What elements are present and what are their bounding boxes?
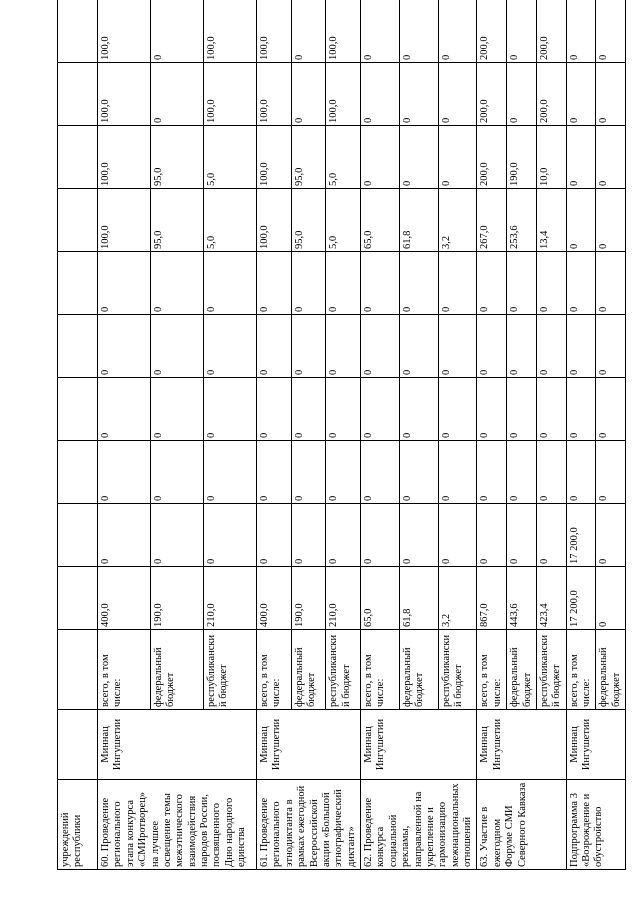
amount-cell: 0 — [477, 378, 507, 441]
amount-cell: 0 — [596, 567, 626, 630]
funding-source-cell: федеральный бюджет — [596, 630, 626, 710]
amount-cell: 0 — [257, 252, 292, 315]
amount-cell: 0 — [566, 0, 596, 63]
amount-cell: 0 — [361, 315, 400, 378]
amount-cell: 0 — [151, 441, 204, 504]
amount-cell: 0 — [477, 252, 507, 315]
amount-cell: 0 — [361, 0, 400, 63]
amount-cell: 0 — [399, 315, 438, 378]
amount-cell: 17 200,0 — [566, 567, 596, 630]
amount-cell: 100,0 — [326, 63, 361, 126]
empty-cell — [58, 315, 98, 378]
amount-cell: 100,0 — [98, 63, 151, 126]
amount-cell: 0 — [507, 378, 537, 441]
amount-cell: 0 — [477, 504, 507, 567]
empty-cell — [58, 378, 98, 441]
amount-cell: 0 — [98, 441, 151, 504]
amount-cell: 100,0 — [98, 126, 151, 189]
amount-cell: 0 — [566, 441, 596, 504]
funding-source-cell: всего, в том числе: — [98, 630, 151, 710]
amount-cell: 200,0 — [536, 63, 566, 126]
amount-cell: 0 — [257, 378, 292, 441]
amount-cell: 0 — [536, 378, 566, 441]
amount-cell: 0 — [507, 504, 537, 567]
amount-cell: 200,0 — [536, 0, 566, 63]
amount-cell: 0 — [536, 315, 566, 378]
amount-cell: 0 — [151, 504, 204, 567]
empty-cell — [58, 567, 98, 630]
amount-cell: 0 — [566, 252, 596, 315]
amount-cell: 0 — [399, 126, 438, 189]
table-row — [98, 0, 151, 870]
amount-cell: 400,0 — [257, 567, 292, 630]
amount-cell: 0 — [257, 315, 292, 378]
amount-cell: 95,0 — [291, 189, 326, 252]
amount-cell: 443,6 — [507, 567, 537, 630]
amount-cell: 5,0 — [204, 189, 257, 252]
amount-cell: 100,0 — [98, 189, 151, 252]
amount-cell: 0 — [98, 504, 151, 567]
amount-cell: 0 — [438, 315, 477, 378]
amount-cell: 0 — [326, 252, 361, 315]
amount-cell: 0 — [566, 378, 596, 441]
amount-cell: 0 — [399, 252, 438, 315]
funding-source-cell: федеральный бюджет — [399, 630, 438, 710]
amount-cell: 65,0 — [361, 567, 400, 630]
amount-cell: 253,6 — [507, 189, 537, 252]
amount-cell: 0 — [326, 504, 361, 567]
amount-cell: 0 — [257, 504, 292, 567]
amount-cell: 0 — [596, 252, 626, 315]
amount-cell: 190,0 — [507, 126, 537, 189]
executor-cell: Миннац Ингушетии — [477, 710, 566, 780]
table-row — [566, 0, 596, 870]
amount-cell: 0 — [291, 441, 326, 504]
executor-cell: Миннац Ингушетии — [257, 710, 361, 780]
amount-cell: 0 — [566, 126, 596, 189]
amount-cell: 0 — [291, 378, 326, 441]
amount-cell: 0 — [98, 252, 151, 315]
amount-cell: 0 — [151, 0, 204, 63]
amount-cell: 190,0 — [151, 567, 204, 630]
amount-cell: 0 — [326, 441, 361, 504]
amount-cell: 13,4 — [536, 189, 566, 252]
amount-cell: 200,0 — [477, 63, 507, 126]
amount-cell: 0 — [596, 441, 626, 504]
amount-cell: 0 — [399, 441, 438, 504]
amount-cell: 17 200,0 — [566, 504, 596, 567]
amount-cell: 210,0 — [326, 567, 361, 630]
amount-cell: 0 — [291, 315, 326, 378]
funding-source-cell: всего, в том числе: — [477, 630, 507, 710]
amount-cell: 0 — [326, 378, 361, 441]
funding-source-cell: всего, в том числе: — [566, 630, 596, 710]
amount-cell: 0 — [361, 378, 400, 441]
amount-cell: 0 — [151, 63, 204, 126]
empty-cell — [58, 630, 98, 710]
amount-cell: 100,0 — [257, 189, 292, 252]
funding-source-cell: федеральный бюджет — [151, 630, 204, 710]
amount-cell: 5,0 — [326, 189, 361, 252]
amount-cell: 0 — [507, 0, 537, 63]
event-name-cell: 62. Проведение конкурса социальной рекламы, направленной на укрепление и гармонизацию межнациональных отношений — [361, 780, 477, 870]
amount-cell: 0 — [596, 189, 626, 252]
amount-cell: 0 — [566, 189, 596, 252]
funding-source-cell: республиканский бюджет — [326, 630, 361, 710]
amount-cell: 61,8 — [399, 189, 438, 252]
amount-cell: 0 — [438, 378, 477, 441]
amount-cell: 0 — [438, 126, 477, 189]
event-name-cell: учреждений республики — [58, 780, 98, 870]
amount-cell: 5,0 — [326, 126, 361, 189]
empty-cell — [58, 252, 98, 315]
funding-source-cell: всего, в том числе: — [361, 630, 400, 710]
funding-source-cell: республиканский бюджет — [204, 630, 257, 710]
empty-cell — [58, 189, 98, 252]
amount-cell: 0 — [596, 504, 626, 567]
amount-cell: 190,0 — [291, 567, 326, 630]
amount-cell: 0 — [399, 0, 438, 63]
amount-cell: 0 — [507, 315, 537, 378]
amount-cell: 0 — [151, 378, 204, 441]
funding-source-cell: федеральный бюджет — [507, 630, 537, 710]
amount-cell: 100,0 — [326, 0, 361, 63]
empty-cell — [58, 504, 98, 567]
executor-cell: Миннац Ингушетии — [98, 710, 257, 780]
amount-cell: 100,0 — [204, 0, 257, 63]
amount-cell: 0 — [291, 252, 326, 315]
executor-cell: Миннац Ингушетии — [361, 710, 477, 780]
amount-cell: 0 — [596, 0, 626, 63]
amount-cell: 0 — [151, 252, 204, 315]
amount-cell: 0 — [507, 63, 537, 126]
event-name-cell: 63. Участие в ежегодном Форуме СМИ Северного Кавказа — [477, 780, 566, 870]
amount-cell: 0 — [507, 441, 537, 504]
rotated-page — [57, 0, 622, 870]
amount-cell: 0 — [477, 315, 507, 378]
amount-cell: 0 — [438, 63, 477, 126]
amount-cell: 0 — [566, 315, 596, 378]
amount-cell: 3,2 — [438, 189, 477, 252]
amount-cell: 0 — [204, 441, 257, 504]
amount-cell: 95,0 — [291, 126, 326, 189]
amount-cell: 0 — [399, 504, 438, 567]
amount-cell: 210,0 — [204, 567, 257, 630]
empty-cell — [58, 0, 98, 63]
table-row — [361, 0, 400, 870]
table-row — [257, 0, 292, 870]
amount-cell: 0 — [438, 441, 477, 504]
event-name-cell: 61. Проведение регионального этнодиктанта в рамках ежегодной Всероссийской акции «Большой этнографический диктант» — [257, 780, 361, 870]
amount-cell: 400,0 — [98, 567, 151, 630]
amount-cell: 0 — [361, 441, 400, 504]
funding-source-cell: республиканский бюджет — [536, 630, 566, 710]
event-name-cell: 60. Проведение регионального этапа конкурса «СМИротворец» на лучшее освещение темы межэтнического взаимодействия народов России, посвященного Дню народного единства — [98, 780, 257, 870]
amount-cell: 0 — [536, 441, 566, 504]
amount-cell: 0 — [438, 252, 477, 315]
amount-cell: 61,8 — [399, 567, 438, 630]
amount-cell: 3,2 — [438, 567, 477, 630]
amount-cell: 0 — [596, 315, 626, 378]
amount-cell: 267,0 — [477, 189, 507, 252]
amount-cell: 100,0 — [257, 0, 292, 63]
amount-cell: 100,0 — [98, 0, 151, 63]
amount-cell: 0 — [477, 441, 507, 504]
amount-cell: 0 — [596, 63, 626, 126]
amount-cell: 0 — [98, 315, 151, 378]
amount-cell: 65,0 — [361, 189, 400, 252]
amount-cell: 0 — [566, 63, 596, 126]
amount-cell: 0 — [507, 252, 537, 315]
executor-cell: Миннац Ингушетии — [566, 710, 626, 780]
amount-cell: 0 — [596, 126, 626, 189]
amount-cell: 867,0 — [477, 567, 507, 630]
amount-cell: 0 — [399, 63, 438, 126]
amount-cell: 0 — [361, 504, 400, 567]
amount-cell: 0 — [326, 315, 361, 378]
amount-cell: 0 — [98, 378, 151, 441]
funding-source-cell: всего, в том числе: — [257, 630, 292, 710]
amount-cell: 0 — [361, 252, 400, 315]
amount-cell: 95,0 — [151, 189, 204, 252]
amount-cell: 0 — [536, 252, 566, 315]
amount-cell: 0 — [151, 315, 204, 378]
amount-cell: 0 — [291, 63, 326, 126]
amount-cell: 0 — [361, 63, 400, 126]
empty-cell — [58, 126, 98, 189]
funding-source-cell: республиканский бюджет — [438, 630, 477, 710]
amount-cell: 100,0 — [257, 126, 292, 189]
amount-cell: 200,0 — [477, 126, 507, 189]
funding-source-cell: федеральный бюджет — [291, 630, 326, 710]
amount-cell: 200,0 — [477, 0, 507, 63]
amount-cell: 0 — [204, 378, 257, 441]
empty-cell — [58, 63, 98, 126]
event-name-cell: Подпрограмма 3 «Возрождение и обустройство — [566, 780, 626, 870]
amount-cell: 5,0 — [204, 126, 257, 189]
amount-cell: 0 — [257, 441, 292, 504]
amount-cell: 0 — [204, 504, 257, 567]
budget-table — [57, 0, 626, 870]
amount-cell: 0 — [438, 0, 477, 63]
amount-cell: 0 — [438, 504, 477, 567]
executor-cell — [58, 710, 98, 780]
amount-cell: 0 — [204, 315, 257, 378]
amount-cell: 0 — [291, 504, 326, 567]
amount-cell: 95,0 — [151, 126, 204, 189]
amount-cell: 0 — [596, 378, 626, 441]
amount-cell: 0 — [291, 0, 326, 63]
amount-cell: 100,0 — [204, 63, 257, 126]
table-body — [58, 0, 626, 870]
table-row — [477, 0, 507, 870]
amount-cell: 10,0 — [536, 126, 566, 189]
amount-cell: 0 — [536, 504, 566, 567]
amount-cell: 423,4 — [536, 567, 566, 630]
amount-cell: 0 — [361, 126, 400, 189]
amount-cell: 0 — [399, 378, 438, 441]
table-row — [58, 0, 98, 870]
empty-cell — [58, 441, 98, 504]
amount-cell: 0 — [204, 252, 257, 315]
amount-cell: 100,0 — [257, 63, 292, 126]
